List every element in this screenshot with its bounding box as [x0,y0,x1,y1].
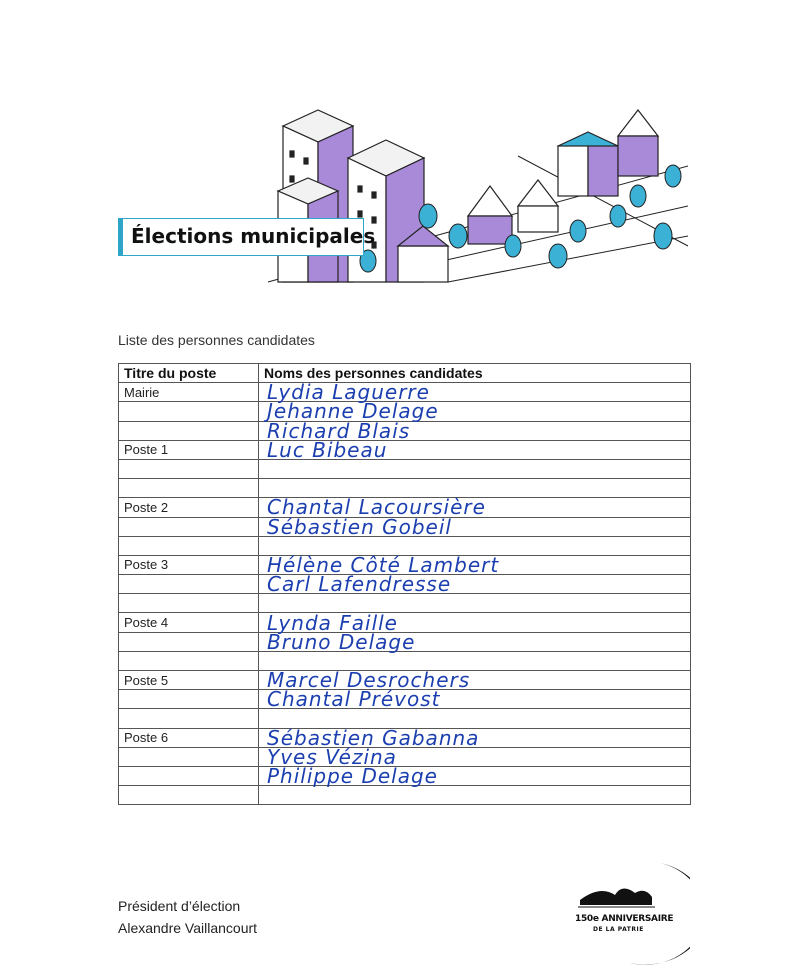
post-cell [119,479,259,498]
candidates-table [118,363,691,805]
candidate-name: Yves Vézina [259,747,691,766]
candidate-name: Luc Bibeau [259,440,691,459]
candidate-name: Lynda Faille [259,613,691,632]
header-candidate-names: Noms des personnes candidates [259,364,691,383]
list-caption: Liste des personnes candidates [118,332,315,348]
table-row [119,632,691,651]
candidate-name: Chantal Lacoursière [259,498,691,517]
post-cell [119,709,259,728]
post-cell [119,459,259,478]
post-cell [119,747,259,766]
table-row [119,517,691,536]
header-title-box [118,218,376,256]
post-cell [119,690,259,709]
post-cell: Poste 3 [119,555,259,574]
candidate-name: Jehanne Delage [259,402,691,421]
post-cell: Poste 5 [119,671,259,690]
post-cell: Poste 1 [119,440,259,459]
candidate-name: Sébastien Gobeil [259,517,691,536]
post-cell [119,651,259,670]
header-post-title: Titre du poste [119,364,259,383]
table-row [119,728,691,747]
table-row [119,786,691,805]
post-cell [119,421,259,440]
table-row [119,459,691,478]
officer-role: Président d’élection [118,898,241,914]
post-cell [119,786,259,805]
logo-text-line1: 150e ANNIVERSAIRE [575,914,674,924]
post-cell [119,536,259,555]
table-row [119,594,691,613]
anniversary-logo [560,855,690,965]
candidate-name: Chantal Prévost [259,690,691,709]
candidate-name: Sébastien Gabanna [259,728,691,747]
candidate-name [259,786,691,805]
candidate-name: Carl Lafendresse [259,575,691,594]
candidate-name: Richard Blais [259,421,691,440]
candidate-name: Hélène Côté Lambert [259,555,691,574]
post-cell [119,594,259,613]
logo-text-line2: DE LA PATRIE [593,926,644,933]
candidate-name: Marcel Desrochers [259,671,691,690]
post-cell [119,632,259,651]
post-cell [119,402,259,421]
title-accent-bar [119,219,123,255]
candidate-name: Lydia Laguerre [259,383,691,402]
post-cell [119,766,259,785]
table-row [119,421,691,440]
post-cell: Poste 2 [119,498,259,517]
post-cell: Poste 6 [119,728,259,747]
candidate-name [259,459,691,478]
post-cell: Mairie [119,383,259,402]
table-row [119,690,691,709]
post-cell: Poste 4 [119,613,259,632]
officer-name: Alexandre Vaillancourt [118,920,258,936]
candidate-name: Bruno Delage [259,632,691,651]
post-cell [119,575,259,594]
post-cell [119,517,259,536]
table-row [119,766,691,785]
table-row [119,440,691,459]
footer-signature [118,895,257,939]
candidate-name: Philippe Delage [259,766,691,785]
page-title: Élections municipales [131,224,376,248]
table-row [119,575,691,594]
